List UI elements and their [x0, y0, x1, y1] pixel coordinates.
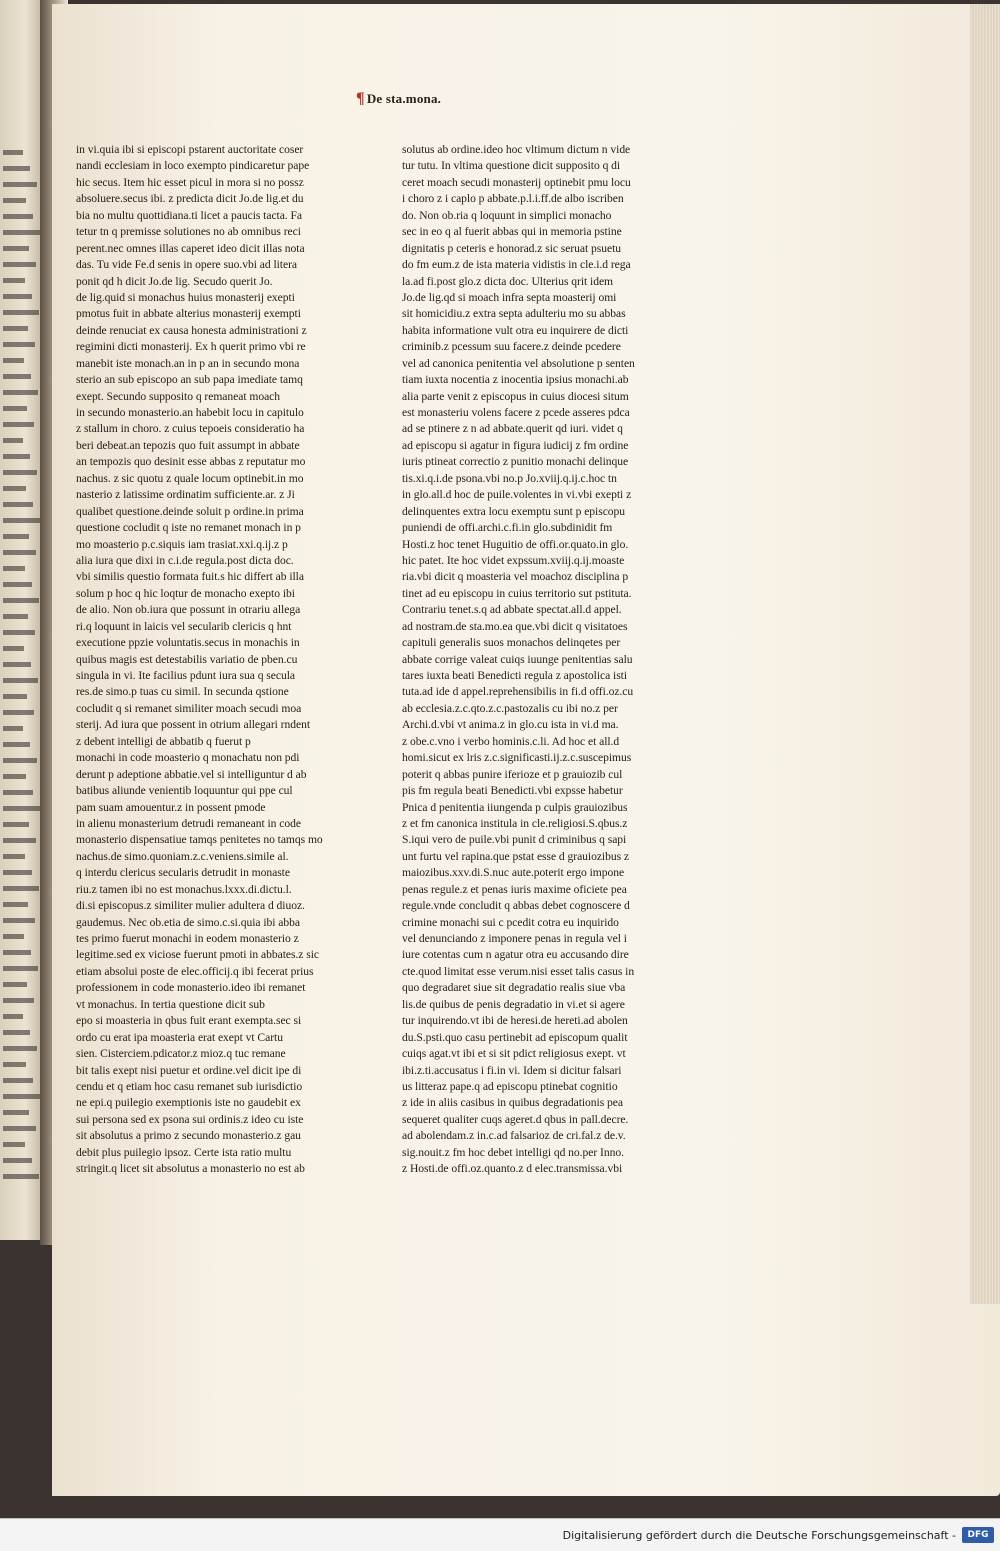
- text-fragment: [3, 790, 33, 795]
- text-fragment: [3, 1062, 26, 1067]
- text-line: regimini dicti monasterij. Ex h querit primo vbi re: [76, 340, 306, 354]
- text-line: ordo cu erat ipa moasteria erat exept vt Cartu: [76, 1030, 283, 1044]
- pilcrow-icon: ¶: [356, 90, 365, 107]
- text-fragment: [3, 454, 30, 459]
- text-fragment: [3, 774, 26, 779]
- text-line: z Hosti.de offi.oz.quanto.z d elec.transmissa.vbi: [402, 1162, 623, 1176]
- text-fragment: [3, 358, 24, 363]
- text-fragment: [3, 1014, 23, 1019]
- text-fragment: [3, 182, 37, 187]
- text-fragment: [3, 950, 31, 955]
- text-line: nachus.de simo.quoniam.z.c.veniens.simile al.: [76, 849, 289, 863]
- running-head-text: De sta.mona.: [366, 91, 442, 106]
- text-line: manebit iste monach.an in p an in secundo mona: [76, 356, 300, 370]
- text-line: das. Tu vide Fe.d senis in opere suo.vbi ad litera: [76, 258, 297, 272]
- text-fragment: [3, 758, 37, 763]
- text-fragment: [3, 518, 40, 523]
- text-line: cte.quod limitat esse verum.nisi esset talis casus in: [402, 964, 635, 978]
- text-line: de alio. Non ob.iura que possunt in otrariu allega: [76, 603, 301, 617]
- text-line: in secundo monasterio.an habebit locu in capitulo: [76, 406, 304, 419]
- text-fragment: [3, 150, 23, 155]
- footer-credit: Digitalisierung gefördert durch die Deutsche Forschungsgemeinschaft -: [562, 1529, 956, 1542]
- text-line: monachi in code moasterio q monachatu non pdi: [76, 751, 300, 765]
- text-line: q interdu clericus secularis detrudit in monaste: [76, 866, 290, 880]
- text-line: nandi ecclesiam in loco exempto pindicaretur pape: [76, 159, 310, 173]
- text-line: penas regule.z et penas iuris maxime oficiete pea: [402, 882, 627, 896]
- text-line: quo degradaret siue sit degradatio realis siue vba: [402, 981, 626, 995]
- text-line: sien. Cisterciem.pdicator.z mioz.q tuc remane: [76, 1047, 286, 1061]
- text-column-right: [402, 142, 722, 1178]
- text-line: vbi similis questio formata fuit.s hic differt ab illa: [76, 570, 304, 584]
- text-line: professionem in code monasterio.ideo ibi remanet: [76, 981, 306, 995]
- text-fragment: [3, 726, 23, 731]
- text-fragment: [3, 678, 38, 683]
- text-fragment: [3, 646, 24, 651]
- text-line: debit plus puilegio ipsoz. Certe ista ratio multu: [76, 1145, 292, 1159]
- text-line: nachus. z sic quotu z quale locum optinebit.in mo: [76, 471, 304, 485]
- text-fragment: [3, 550, 36, 555]
- text-fragment: [3, 694, 27, 699]
- text-line: sec in eo q al fuerit abbas qui in memoria pstine: [402, 225, 622, 239]
- text-line: bit talis exept nisi puetur et ordine.vel dicit ipe di: [76, 1063, 302, 1077]
- text-line: vt monachus. In tertia questione dicit sub: [76, 997, 265, 1011]
- text-line: ab ecclesia.z.c.qto.z.c.pastozalis cu ibi no.z per: [402, 701, 618, 715]
- text-fragment: [3, 438, 23, 443]
- text-line: derunt p adeptione abbatie.vel si intelliguntur d ab: [76, 767, 307, 781]
- text-line: executione ppzie voluntatis.secus in monachis in: [76, 636, 300, 650]
- text-line: mo moasterio p.c.siquis iam trasiat.xxi.q.ij.z p: [76, 537, 288, 551]
- text-fragment: [3, 742, 30, 747]
- text-line: hic secus. Item hic esset picul in mora si no possz: [76, 175, 304, 189]
- text-fragment: [3, 326, 28, 331]
- text-fragment: [3, 390, 38, 395]
- text-line: dignitatis p ceteris e honorad.z sic seruat psuetu: [402, 241, 622, 255]
- text-line: pmotus fuit in abbate alterius monasterij exempti: [76, 307, 301, 321]
- text-line: est monasteriu volens facere z pcede asseres pdca: [402, 406, 630, 419]
- text-line: ibi.z.ti.accusatus i fi.in vi. Idem si dicitur falsari: [402, 1063, 622, 1077]
- text-fragment: [3, 822, 29, 827]
- text-fragment: [3, 582, 32, 587]
- text-line: qualibet questione.deinde soluit p ordine.in prima: [76, 504, 304, 518]
- text-line: stringit.q licet sit absolutus a monasterio no est ab: [76, 1162, 305, 1176]
- text-line: solum p hoc q hic loqtur de monacho exepto ibi: [76, 586, 295, 600]
- text-line: ne epi.q puilegio exemptionis iste no gaudebit ex: [76, 1096, 301, 1110]
- text-line: monasterio dispensatiue tamqs penitetes no tamqs mo: [76, 833, 323, 847]
- text-line: epo si moasteria in qbus fuit erant exempta.sec si: [76, 1014, 302, 1028]
- text-fragment: [3, 534, 29, 539]
- text-fragment: [3, 630, 35, 635]
- text-fragment: [3, 886, 39, 891]
- text-line: alia parte venit z episcopus in cuius diocesi situm: [402, 389, 629, 403]
- text-line: Jo.de lig.qd si moach infra septa moasterij omi: [402, 290, 617, 304]
- text-line: ria.vbi dicit q moasteria vel moachoz disciplina p: [402, 570, 629, 584]
- text-fragment: [3, 870, 32, 875]
- text-fragment: [3, 662, 31, 667]
- text-line: legitime.sed ex viciose fuerunt pmoti in abbates.z sic: [76, 948, 319, 962]
- text-fragment: [3, 566, 25, 571]
- text-fragment: [3, 502, 33, 507]
- text-line: iuris ptineat correctio z punitio monachi delinque: [402, 455, 629, 469]
- text-line: abbate corrige valeat cuiqs iuunge penitentias salu: [402, 652, 633, 666]
- text-fragment: [3, 902, 28, 907]
- text-line: z obe.c.vno i verbo hominis.c.li. Ad hoc et all.d: [402, 734, 620, 748]
- text-fragment: [3, 486, 26, 491]
- text-line: hic patet. Ite hoc videt expssum.xviij.q.ij.moaste: [402, 553, 625, 567]
- text-line: z ide in aliis casibus in quibus degradationis pea: [402, 1096, 623, 1110]
- text-column-left: [76, 142, 376, 1178]
- adjacent-page-text-fragments: [3, 150, 41, 1190]
- text-fragment: [3, 710, 34, 715]
- text-fragment: [3, 198, 26, 203]
- text-line: tes primo fuerut monachi in eodem monasterio z: [76, 932, 299, 945]
- text-line: sui persona sed ex psona sui ordinis.z ideo cu iste: [76, 1112, 304, 1126]
- text-line: tetur tn q premisse solutiones no ab omnibus reci: [76, 225, 301, 239]
- text-line: unt furtu vel rapina.que pstat esse d grauiozibus z: [402, 849, 630, 863]
- text-line: absoluere.secus ibi. z predicta dicit Jo.de lig.et du: [76, 192, 304, 206]
- text-line: lis.de quibus de penis degradatio in vi.et si agere: [402, 997, 625, 1011]
- text-fragment: [3, 422, 34, 427]
- text-fragment: [3, 598, 39, 603]
- text-line: i choro z i caplo p abbate.p.l.i.ff.de albo iscriben: [402, 192, 624, 206]
- text-line: Contrariu tenet.s.q ad abbate spectat.all.d appel.: [402, 603, 622, 617]
- text-fragment: [3, 966, 38, 971]
- text-line: tuta.ad ide d appel.reprehensibilis in fi.d offi.oz.cu: [402, 685, 634, 699]
- text-fragment: [3, 310, 39, 315]
- text-line: solutus ab ordine.ideo hoc vltimum dictum n vide: [402, 143, 631, 156]
- text-fragment: [3, 374, 31, 379]
- text-line: cuiqs agat.vt ibi et si sit pdict religiosus exept. vt: [402, 1047, 626, 1061]
- text-fragment: [3, 278, 25, 283]
- text-line: tinet ad eu episcopu in cuius territorio sut pstituta.: [402, 586, 632, 600]
- text-fragment: [3, 1110, 29, 1115]
- text-line: riu.z tamen ibi no est monachus.lxxx.di.dictu.l.: [76, 882, 292, 896]
- text-line: Archi.d.vbi vt anima.z in glo.cu ista in vi.d ma.: [402, 718, 619, 732]
- digitization-footer: [0, 1518, 1000, 1551]
- text-line: sterij. Ad iura que possent in otrium allegari rndent: [76, 718, 311, 732]
- text-line: cendu et q etiam hoc casu remanet sub iurisdictio: [76, 1079, 303, 1093]
- text-fragment: [3, 614, 28, 619]
- text-fragment: [3, 998, 34, 1003]
- text-line: delinquentes extra locu exemptu sunt p episcopu: [402, 504, 626, 518]
- text-line: singula in vi. Ite facilius pdunt iura sua q secula: [76, 669, 295, 682]
- text-fragment: [3, 406, 27, 411]
- text-line: habita informatione vult otra eu inquirere de dicti: [402, 323, 629, 337]
- text-line: quibus magis est detestabilis variatio de pben.cu: [76, 652, 298, 666]
- text-line: sit homicidiu.z extra septa adulteriu mo su abbas: [402, 307, 626, 321]
- text-line: ad se ptinere z n ad abbate.querit qd iuri. videt q: [402, 422, 623, 436]
- text-fragment: [3, 166, 30, 171]
- text-line: us litteraz pape.q ad episcopu ptinebat cognitio: [402, 1079, 618, 1093]
- text-line: S.iqui vero de puile.vbi punit d criminibus q sapi: [402, 833, 627, 847]
- text-fragment: [3, 854, 25, 859]
- text-fragment: [3, 806, 40, 811]
- text-line: in glo.all.d hoc de puile.volentes in vi.vbi exepti z: [402, 488, 632, 502]
- book-page: [52, 4, 1000, 1496]
- text-fragment: [3, 262, 36, 267]
- text-fragment: [3, 1174, 39, 1179]
- text-line: sequeret qualiter cuqs ageret.d qbus in pall.decre.: [402, 1112, 629, 1126]
- text-line: capituli generalis suos monachos delinqetes per: [402, 636, 621, 650]
- text-line: du.S.psti.quo casu pertinebit ad episcopum qualit: [402, 1030, 628, 1044]
- text-line: la.ad fi.post glo.z dicta doc. Ulterius qrit idem: [402, 274, 614, 288]
- text-line: ad episcopu si agatur in figura iudicij z fm ordine: [402, 438, 629, 452]
- text-fragment: [3, 342, 35, 347]
- text-line: maiozibus.xxv.di.S.nuc aute.poterit ergo impone: [402, 866, 625, 880]
- text-line: etiam absolui poste de elec.officij.q ibi fecerat prius: [76, 964, 314, 978]
- text-line: deinde renuciat ex causa honesta administrationi z: [76, 323, 307, 337]
- text-fragment: [3, 918, 35, 923]
- text-line: Pnica d penitentia iiungenda p culpis grauiozibus: [402, 800, 628, 814]
- text-fragment: [3, 294, 32, 299]
- text-line: di.si episcopus.z similiter mulier adultera d diuoz.: [76, 899, 305, 913]
- text-line: ceret moach secudi monasterij optinebit pmu locu: [402, 175, 631, 189]
- text-line: tis.xi.q.i.de psona.vbi no.p Jo.xviij.q.ij.c.hoc tn: [402, 471, 617, 485]
- text-line: sterio an sub episcopo an sub papa imediate tamq: [76, 373, 303, 387]
- text-fragment: [3, 1094, 40, 1099]
- text-line: questione cocludit q iste no remanet monach in p: [76, 521, 301, 535]
- text-line: crimine monachi sui c pcedit cotra eu inquirido: [402, 915, 619, 929]
- text-line: Hosti.z hoc tenet Huguitio de offi.or.quato.in glo.: [402, 537, 629, 551]
- text-line: sit absolutus a primo z secundo monasterio.z gau: [76, 1129, 301, 1143]
- text-line: puniendi de offi.archi.c.fi.in glo.subdinidit fm: [402, 521, 613, 535]
- text-line: ponit qd h dicit Jo.de lig. Secudo querit Jo.: [76, 274, 273, 288]
- text-line: de lig.quid si monachus huius monasterij exepti: [76, 290, 295, 304]
- running-head: [356, 90, 441, 108]
- text-line: nasterio z latissime ordinatim sufficiente.ar. z Ji: [76, 488, 295, 502]
- text-line: in vi.quia ibi si episcopi pstarent auctoritate coser: [76, 143, 304, 156]
- text-line: homi.sicut ex lris z.c.significasti.ij.z.c.suscepimus: [402, 751, 632, 765]
- text-line: gaudemus. Nec ob.etia de simo.c.si.quia ibi abba: [76, 915, 300, 929]
- text-line: poterit q abbas punire iferioze et p grauiozib cul: [402, 767, 623, 781]
- text-line: an tempozis quo desinit esse abbas z reputatur mo: [76, 455, 306, 469]
- text-line: ad abolendam.z in.c.ad falsarioz de cri.fal.z de.v.: [402, 1129, 626, 1143]
- text-line: do fm eum.z de ista materia vidistis in cle.i.d rega: [402, 258, 631, 272]
- text-line: ri.q loquunt in laicis vel secularib clericis q hnt: [76, 619, 292, 633]
- text-fragment: [3, 246, 29, 251]
- text-line: bia no multu quottidiana.ti licet a paucis tacta. Fa: [76, 208, 302, 222]
- text-fragment: [3, 470, 37, 475]
- text-line: res.de simo.p tuas cu simil. In secunda qstione: [76, 685, 289, 699]
- text-fragment: [3, 1046, 37, 1051]
- text-fragment: [3, 1126, 36, 1131]
- text-line: z debent intelligi de abbatib q fuerut p: [76, 734, 251, 748]
- text-line: z et fm canonica institula in cle.religiosi.S.qbus.z: [402, 816, 628, 830]
- text-line: tiam iuxta nocentia z inocentia ipsius monachi.ab: [402, 373, 629, 387]
- text-fragment: [3, 1078, 33, 1083]
- text-line: pam suam amouentur.z in possent pmode: [76, 800, 266, 814]
- text-line: batibus aliunde venientib loquuntur qui ppe cul: [76, 784, 293, 798]
- text-line: ad nostram.de sta.mo.ea que.vbi dicit q visitatoes: [402, 619, 628, 633]
- text-line: regule.vnde concludit q abbas debet cognoscere d: [402, 899, 630, 913]
- text-line: tur inquirendo.vt ibi de heresi.de hereti.ad abolen: [402, 1014, 628, 1028]
- text-line: beri debeat.an tepozis quo fuit assumpt in abbate: [76, 438, 300, 452]
- text-line: z stallum in choro. z cuius tepoeis consideratio ha: [76, 422, 305, 436]
- text-fragment: [3, 838, 36, 843]
- text-fragment: [3, 214, 33, 219]
- text-line: cocludit q si remanet similiter moach secudi moa: [76, 701, 302, 715]
- text-line: do. Non ob.ria q loquunt in simplici monacho: [402, 208, 612, 222]
- text-line: pis fm regula beati Benedicti.vbi expsse habetur: [402, 784, 623, 798]
- text-fragment: [3, 1030, 30, 1035]
- text-fragment: [3, 230, 40, 235]
- text-line: exept. Secundo supposito q remaneat moach: [76, 389, 281, 403]
- text-line: tares iuxta beati Benedicti regula z apostolica isti: [402, 669, 628, 682]
- text-line: in alienu monasterium detrudi remaneant in code: [76, 816, 301, 830]
- text-fragment: [3, 934, 24, 939]
- page-stack-edges: [970, 4, 1000, 1304]
- text-line: perent.nec omnes illas caperet ideo dicit illas nota: [76, 241, 305, 255]
- text-line: vel ad canonica penitentia vel absolutione p senten: [402, 356, 635, 370]
- text-line: iure cotentas cum n agatur otra eu accusando dire: [402, 948, 629, 962]
- dfg-logo: DFG: [962, 1527, 994, 1543]
- text-line: alia iura que dixi in c.i.de regula.post dicta doc.: [76, 553, 294, 567]
- text-line: tur tutu. In vltima questione dicit supposito q di: [402, 159, 621, 173]
- text-fragment: [3, 1158, 32, 1163]
- text-line: vel denunciando z imponere penas in regula vel i: [402, 932, 627, 945]
- text-line: sig.nouit.z fm hoc debet intelligi qd no.per Inno.: [402, 1145, 624, 1159]
- text-line: criminib.z pcessum suu facere.z deinde pcedere: [402, 340, 621, 354]
- text-fragment: [3, 982, 27, 987]
- text-fragment: [3, 1142, 25, 1147]
